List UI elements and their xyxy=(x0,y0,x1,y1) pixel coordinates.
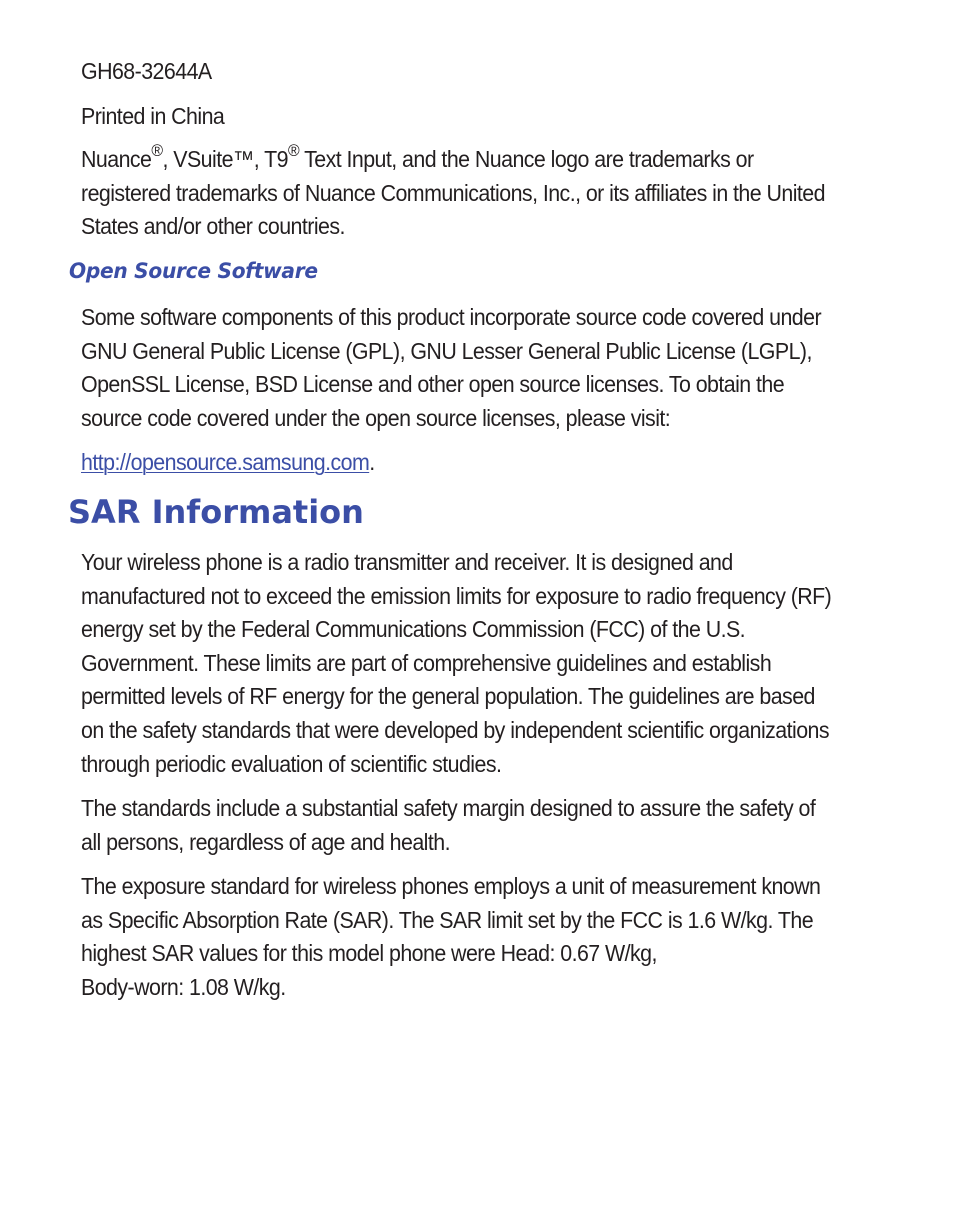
open-source-line: OpenSSL License, BSD License and other open source licenses. To obtain the xyxy=(81,371,785,398)
sar-paragraph-2 xyxy=(81,792,853,859)
sar-line: Your wireless phone is a radio transmitter and receiver. It is designed and xyxy=(81,549,733,575)
opensource-link[interactable]: http://opensource.samsung.com xyxy=(81,449,370,475)
sar-line: on the safety standards that were developed by independent scientific organizations xyxy=(81,716,830,743)
registered-symbol: ® xyxy=(287,141,300,161)
trademark-line-2: registered trademarks of Nuance Communications, Inc., or its affiliates in the United xyxy=(81,179,825,206)
sar-line: Body-worn: 1.08 W/kg. xyxy=(81,973,286,1000)
link-period: . xyxy=(369,449,375,475)
part-number-text: GH68-32644A xyxy=(81,58,212,84)
sar-line: manufactured not to exceed the emission limits for exposure to radio frequency (RF) xyxy=(81,582,832,609)
sar-line: as Specific Absorption Rate (SAR). The SAR limit set by the FCC is 1.6 W/kg. The xyxy=(81,906,814,933)
open-source-line: GNU General Public License (GPL), GNU Lesser General Public License (LGPL), xyxy=(81,337,812,364)
sar-line: permitted levels of RF energy for the general population. The guidelines are based xyxy=(81,683,815,710)
open-source-line: Some software components of this product incorporate source code covered under xyxy=(81,304,822,330)
trademark-vsuite-t9: , VSuite™, T9 xyxy=(162,146,288,172)
trademark-notice xyxy=(81,143,853,244)
sar-line: The exposure standard for wireless phones employs a unit of measurement known xyxy=(81,873,821,899)
trademark-nuance: Nuance xyxy=(81,146,152,172)
trademark-rest: Text Input, and the Nuance logo are trademarks or xyxy=(299,146,754,172)
sar-line: highest SAR values for this model phone were Head: 0.67 W/kg, xyxy=(81,940,657,967)
trademark-line-3: States and/or other countries. xyxy=(81,213,345,240)
trademark-line-1 xyxy=(81,143,853,177)
sar-line: through periodic evaluation of scientific studies. xyxy=(81,750,502,777)
registered-symbol: ® xyxy=(151,141,163,161)
part-number xyxy=(81,55,853,89)
sar-paragraph-1 xyxy=(81,546,853,781)
printed-in-text: Printed in China xyxy=(81,103,225,129)
open-source-link-paragraph xyxy=(81,446,853,480)
sar-paragraph-3 xyxy=(81,870,853,1004)
sar-line: energy set by the Federal Communications Commission (FCC) of the U.S. xyxy=(81,616,746,643)
open-source-line: source code covered under the open source licenses, please visit: xyxy=(81,404,671,431)
open-source-heading: Open Source Software xyxy=(69,259,318,283)
open-source-link-line xyxy=(81,446,853,480)
printed-in xyxy=(81,100,853,134)
sar-line: Government. These limits are part of comprehensive guidelines and establish xyxy=(81,649,772,676)
sar-line: all persons, regardless of age and health. xyxy=(81,828,450,855)
open-source-paragraph xyxy=(81,301,853,435)
sar-heading: SAR Information xyxy=(68,493,364,531)
sar-line: The standards include a substantial safety margin designed to assure the safety of xyxy=(81,795,816,821)
